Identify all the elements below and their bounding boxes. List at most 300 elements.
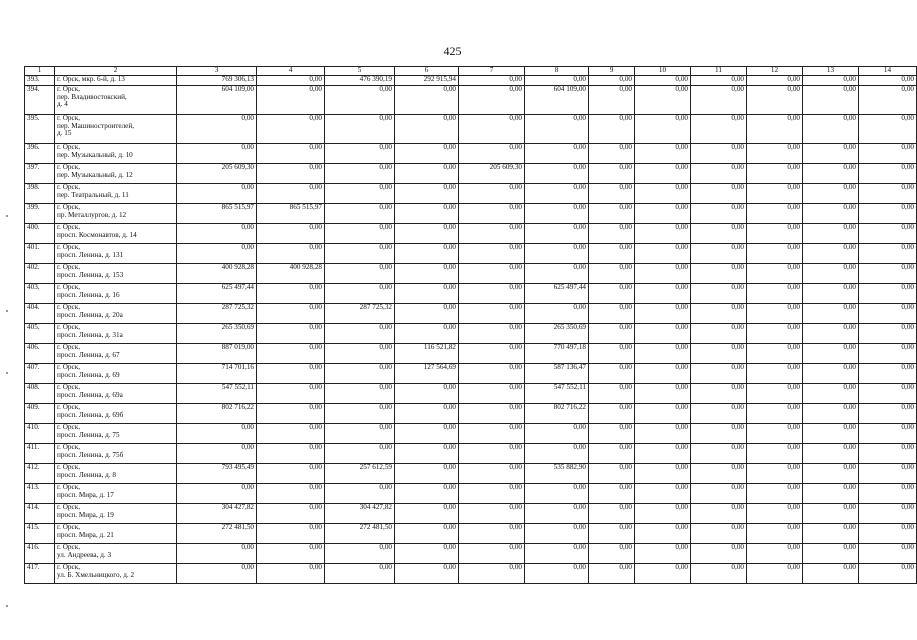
amount-cell: 0,00 bbox=[459, 444, 525, 464]
amount-cell: 0,00 bbox=[525, 304, 589, 324]
row-number: 397. bbox=[25, 164, 55, 184]
amount-cell: 0,00 bbox=[635, 244, 691, 264]
address-cell bbox=[55, 244, 177, 264]
amount-cell: 205 609,30 bbox=[177, 164, 257, 184]
amount-cell: 0,00 bbox=[395, 464, 459, 484]
table-row bbox=[25, 115, 917, 144]
amount-cell: 0,00 bbox=[257, 304, 325, 324]
address-line: просп. Ленина, д. 75 bbox=[57, 430, 120, 439]
amount-cell: 0,00 bbox=[395, 484, 459, 504]
amount-cell: 0,00 bbox=[747, 364, 803, 384]
amount-cell: 0,00 bbox=[525, 484, 589, 504]
address-cell bbox=[55, 224, 177, 244]
amount-cell: 0,00 bbox=[459, 144, 525, 164]
amount-cell: 0,00 bbox=[803, 115, 859, 144]
address-line: просп. Ленина, д. 75б bbox=[57, 450, 124, 459]
address-line: г. Орск, bbox=[57, 203, 80, 211]
address-cell bbox=[55, 144, 177, 164]
amount-cell: 0,00 bbox=[325, 164, 395, 184]
address-line: г. Орск, bbox=[57, 85, 80, 93]
amount-cell: 0,00 bbox=[635, 364, 691, 384]
data-table bbox=[24, 66, 917, 584]
amount-cell: 0,00 bbox=[803, 304, 859, 324]
amount-cell: 0,00 bbox=[747, 204, 803, 224]
table-row bbox=[25, 304, 917, 324]
amount-cell: 0,00 bbox=[257, 504, 325, 524]
row-number: 405. bbox=[25, 324, 55, 344]
address-cell bbox=[55, 324, 177, 344]
amount-cell: 0,00 bbox=[459, 544, 525, 564]
amount-cell: 0,00 bbox=[525, 164, 589, 184]
amount-cell: 587 136,47 bbox=[525, 364, 589, 384]
amount-cell: 0,00 bbox=[325, 444, 395, 464]
table-row bbox=[25, 76, 917, 86]
amount-cell: 0,00 bbox=[691, 444, 747, 464]
amount-cell: 0,00 bbox=[395, 264, 459, 284]
amount-cell: 205 609,30 bbox=[459, 164, 525, 184]
amount-cell: 0,00 bbox=[859, 544, 917, 564]
amount-cell: 0,00 bbox=[803, 524, 859, 544]
address-line: просп. Ленина, д. 69 bbox=[57, 370, 120, 379]
address-line: просп. Ленина, д. 8 bbox=[57, 470, 117, 479]
amount-cell: 304 427,82 bbox=[177, 504, 257, 524]
row-number: 409. bbox=[25, 404, 55, 424]
column-header: 11 bbox=[691, 67, 747, 76]
table-row bbox=[25, 224, 917, 244]
margin-mark bbox=[6, 215, 8, 217]
amount-cell: 0,00 bbox=[747, 304, 803, 324]
amount-cell: 0,00 bbox=[257, 224, 325, 244]
amount-cell: 0,00 bbox=[395, 115, 459, 144]
address-line: просп. Ленина, д. 69а bbox=[57, 390, 123, 399]
amount-cell: 0,00 bbox=[525, 264, 589, 284]
amount-cell: 0,00 bbox=[691, 284, 747, 304]
amount-cell: 0,00 bbox=[325, 384, 395, 404]
amount-cell: 0,00 bbox=[395, 304, 459, 324]
amount-cell: 0,00 bbox=[325, 115, 395, 144]
column-header: 7 bbox=[459, 67, 525, 76]
amount-cell: 0,00 bbox=[459, 304, 525, 324]
amount-cell: 0,00 bbox=[691, 464, 747, 484]
column-header: 13 bbox=[803, 67, 859, 76]
margin-mark bbox=[6, 310, 8, 312]
amount-cell: 0,00 bbox=[691, 484, 747, 504]
amount-cell: 0,00 bbox=[589, 424, 635, 444]
amount-cell: 0,00 bbox=[525, 444, 589, 464]
amount-cell: 0,00 bbox=[395, 424, 459, 444]
amount-cell: 0,00 bbox=[589, 284, 635, 304]
amount-cell: 0,00 bbox=[859, 484, 917, 504]
row-number: 407. bbox=[25, 364, 55, 384]
address-cell bbox=[55, 484, 177, 504]
amount-cell: 0,00 bbox=[459, 504, 525, 524]
amount-cell: 0,00 bbox=[525, 144, 589, 164]
table-row bbox=[25, 144, 917, 164]
address-cell bbox=[55, 204, 177, 224]
table-row bbox=[25, 464, 917, 484]
amount-cell: 0,00 bbox=[257, 144, 325, 164]
row-number: 394. bbox=[25, 86, 55, 115]
amount-cell: 0,00 bbox=[691, 264, 747, 284]
address-line: просп. Мира, д. 21 bbox=[57, 530, 114, 539]
row-number: 395. bbox=[25, 115, 55, 144]
amount-cell: 0,00 bbox=[589, 86, 635, 115]
amount-cell: 0,00 bbox=[691, 544, 747, 564]
table-row bbox=[25, 384, 917, 404]
amount-cell: 0,00 bbox=[859, 324, 917, 344]
table-row bbox=[25, 444, 917, 464]
amount-cell: 0,00 bbox=[257, 424, 325, 444]
table-row bbox=[25, 564, 917, 584]
amount-cell: 0,00 bbox=[635, 76, 691, 86]
amount-cell: 0,00 bbox=[459, 324, 525, 344]
amount-cell: 0,00 bbox=[803, 224, 859, 244]
amount-cell: 0,00 bbox=[257, 524, 325, 544]
row-number: 402. bbox=[25, 264, 55, 284]
amount-cell: 0,00 bbox=[459, 115, 525, 144]
address-line: г. Орск, bbox=[57, 483, 80, 491]
amount-cell: 0,00 bbox=[395, 444, 459, 464]
address-line: г. Орск, bbox=[57, 343, 80, 351]
amount-cell: 0,00 bbox=[459, 344, 525, 364]
row-number: 411. bbox=[25, 444, 55, 464]
amount-cell: 0,00 bbox=[747, 464, 803, 484]
amount-cell: 0,00 bbox=[325, 324, 395, 344]
amount-cell: 0,00 bbox=[525, 224, 589, 244]
amount-cell: 0,00 bbox=[589, 115, 635, 144]
amount-cell: 0,00 bbox=[257, 244, 325, 264]
address-line: просп. Ленина, д. 131 bbox=[57, 250, 124, 259]
amount-cell: 0,00 bbox=[803, 184, 859, 204]
amount-cell: 0,00 bbox=[803, 144, 859, 164]
amount-cell: 127 564,69 bbox=[395, 364, 459, 384]
amount-cell: 0,00 bbox=[635, 184, 691, 204]
amount-cell: 0,00 bbox=[803, 504, 859, 524]
amount-cell: 0,00 bbox=[635, 524, 691, 544]
amount-cell: 0,00 bbox=[325, 564, 395, 584]
amount-cell: 0,00 bbox=[589, 144, 635, 164]
address-cell bbox=[55, 264, 177, 284]
amount-cell: 535 882,90 bbox=[525, 464, 589, 484]
address-cell bbox=[55, 384, 177, 404]
amount-cell: 0,00 bbox=[589, 484, 635, 504]
amount-cell: 0,00 bbox=[589, 524, 635, 544]
amount-cell: 0,00 bbox=[325, 364, 395, 384]
amount-cell: 0,00 bbox=[859, 464, 917, 484]
amount-cell: 0,00 bbox=[691, 244, 747, 264]
amount-cell: 0,00 bbox=[747, 484, 803, 504]
amount-cell: 0,00 bbox=[459, 284, 525, 304]
amount-cell: 0,00 bbox=[395, 544, 459, 564]
amount-cell: 0,00 bbox=[635, 504, 691, 524]
amount-cell: 0,00 bbox=[635, 224, 691, 244]
amount-cell: 0,00 bbox=[589, 204, 635, 224]
amount-cell: 272 481,50 bbox=[325, 524, 395, 544]
address-line: г. Орск, bbox=[57, 163, 80, 171]
amount-cell: 265 350,69 bbox=[525, 324, 589, 344]
amount-cell: 0,00 bbox=[257, 444, 325, 464]
amount-cell: 0,00 bbox=[257, 404, 325, 424]
address-line: г. Орск, bbox=[57, 223, 80, 231]
amount-cell: 0,00 bbox=[747, 244, 803, 264]
amount-cell: 604 109,00 bbox=[525, 86, 589, 115]
address-cell bbox=[55, 444, 177, 464]
amount-cell: 0,00 bbox=[635, 115, 691, 144]
amount-cell: 802 716,22 bbox=[525, 404, 589, 424]
table-row bbox=[25, 86, 917, 115]
amount-cell: 0,00 bbox=[803, 344, 859, 364]
row-number: 410. bbox=[25, 424, 55, 444]
column-header-row bbox=[25, 67, 917, 76]
amount-cell: 0,00 bbox=[525, 504, 589, 524]
amount-cell: 0,00 bbox=[747, 344, 803, 364]
table-row bbox=[25, 344, 917, 364]
amount-cell: 0,00 bbox=[859, 304, 917, 324]
amount-cell: 0,00 bbox=[635, 384, 691, 404]
amount-cell: 793 495,49 bbox=[177, 464, 257, 484]
address-line: г. Орск, bbox=[57, 443, 80, 451]
amount-cell: 0,00 bbox=[747, 564, 803, 584]
row-number: 406. bbox=[25, 344, 55, 364]
amount-cell: 287 725,32 bbox=[177, 304, 257, 324]
amount-cell: 0,00 bbox=[589, 324, 635, 344]
amount-cell: 304 427,82 bbox=[325, 504, 395, 524]
amount-cell: 0,00 bbox=[395, 184, 459, 204]
address-line: г. Орск, bbox=[57, 323, 80, 331]
amount-cell: 0,00 bbox=[803, 86, 859, 115]
amount-cell: 0,00 bbox=[459, 224, 525, 244]
amount-cell: 0,00 bbox=[747, 544, 803, 564]
amount-cell: 625 497,44 bbox=[525, 284, 589, 304]
amount-cell: 0,00 bbox=[395, 244, 459, 264]
address-line: г. Орск, bbox=[57, 283, 80, 291]
amount-cell: 0,00 bbox=[589, 224, 635, 244]
address-line: г. Орск, bbox=[57, 563, 80, 571]
address-line: д. 4 bbox=[57, 100, 68, 109]
amount-cell: 0,00 bbox=[395, 384, 459, 404]
amount-cell: 0,00 bbox=[325, 204, 395, 224]
amount-cell: 0,00 bbox=[459, 564, 525, 584]
amount-cell: 0,00 bbox=[257, 464, 325, 484]
table-row bbox=[25, 364, 917, 384]
amount-cell: 0,00 bbox=[859, 164, 917, 184]
amount-cell: 0,00 bbox=[525, 244, 589, 264]
amount-cell: 0,00 bbox=[635, 264, 691, 284]
row-number: 414. bbox=[25, 504, 55, 524]
column-header: 5 bbox=[325, 67, 395, 76]
address-line: просп. Ленина, д. 16 bbox=[57, 290, 120, 299]
amount-cell: 0,00 bbox=[325, 484, 395, 504]
row-number: 417. bbox=[25, 564, 55, 584]
amount-cell: 0,00 bbox=[803, 564, 859, 584]
address-line: г. Орск, bbox=[57, 543, 80, 551]
amount-cell: 0,00 bbox=[803, 284, 859, 304]
amount-cell: 0,00 bbox=[177, 144, 257, 164]
amount-cell: 0,00 bbox=[589, 404, 635, 424]
amount-cell: 0,00 bbox=[257, 564, 325, 584]
address-line: г. Орск, bbox=[57, 463, 80, 471]
amount-cell: 0,00 bbox=[257, 184, 325, 204]
amount-cell: 770 497,18 bbox=[525, 344, 589, 364]
amount-cell: 0,00 bbox=[691, 164, 747, 184]
amount-cell: 0,00 bbox=[459, 384, 525, 404]
table-row bbox=[25, 484, 917, 504]
table-row bbox=[25, 404, 917, 424]
amount-cell: 0,00 bbox=[803, 164, 859, 184]
address-cell bbox=[55, 564, 177, 584]
amount-cell: 0,00 bbox=[459, 364, 525, 384]
amount-cell: 0,00 bbox=[859, 86, 917, 115]
address-line: просп. Мира, д. 19 bbox=[57, 510, 114, 519]
table-row bbox=[25, 504, 917, 524]
amount-cell: 0,00 bbox=[747, 76, 803, 86]
row-number: 398. bbox=[25, 184, 55, 204]
amount-cell: 0,00 bbox=[177, 184, 257, 204]
amount-cell: 0,00 bbox=[691, 204, 747, 224]
table-row bbox=[25, 184, 917, 204]
table-row bbox=[25, 164, 917, 184]
amount-cell: 0,00 bbox=[325, 404, 395, 424]
address-cell bbox=[55, 115, 177, 144]
amount-cell: 0,00 bbox=[177, 444, 257, 464]
amount-cell: 0,00 bbox=[589, 464, 635, 484]
amount-cell: 400 928,28 bbox=[177, 264, 257, 284]
amount-cell: 0,00 bbox=[589, 364, 635, 384]
row-number: 400. bbox=[25, 224, 55, 244]
amount-cell: 0,00 bbox=[257, 364, 325, 384]
table-row bbox=[25, 244, 917, 264]
address-line: г. Орск, bbox=[57, 263, 80, 271]
address-line: просп. Ленина, д. 20а bbox=[57, 310, 123, 319]
address-cell bbox=[55, 284, 177, 304]
column-header: 1 bbox=[25, 67, 55, 76]
amount-cell: 0,00 bbox=[691, 324, 747, 344]
amount-cell: 0,00 bbox=[177, 544, 257, 564]
amount-cell: 0,00 bbox=[747, 164, 803, 184]
amount-cell: 0,00 bbox=[177, 115, 257, 144]
amount-cell: 865 515,97 bbox=[257, 204, 325, 224]
amount-cell: 0,00 bbox=[635, 444, 691, 464]
amount-cell: 0,00 bbox=[747, 424, 803, 444]
row-number: 401. bbox=[25, 244, 55, 264]
address-cell bbox=[55, 364, 177, 384]
amount-cell: 0,00 bbox=[459, 424, 525, 444]
amount-cell: 0,00 bbox=[589, 244, 635, 264]
amount-cell: 0,00 bbox=[635, 204, 691, 224]
amount-cell: 0,00 bbox=[525, 544, 589, 564]
amount-cell: 0,00 bbox=[395, 164, 459, 184]
amount-cell: 0,00 bbox=[859, 524, 917, 544]
amount-cell: 0,00 bbox=[635, 324, 691, 344]
address-line: ул. Андреева, д. 3 bbox=[57, 550, 112, 559]
amount-cell: 0,00 bbox=[859, 184, 917, 204]
address-line: пер. Владивостокский, bbox=[57, 92, 127, 101]
amount-cell: 0,00 bbox=[859, 384, 917, 404]
amount-cell: 0,00 bbox=[691, 364, 747, 384]
amount-cell: 0,00 bbox=[635, 544, 691, 564]
amount-cell: 0,00 bbox=[691, 86, 747, 115]
amount-cell: 272 481,50 bbox=[177, 524, 257, 544]
amount-cell: 0,00 bbox=[325, 244, 395, 264]
address-cell bbox=[55, 544, 177, 564]
column-header: 8 bbox=[525, 67, 589, 76]
amount-cell: 0,00 bbox=[635, 164, 691, 184]
amount-cell: 0,00 bbox=[525, 204, 589, 224]
amount-cell: 0,00 bbox=[459, 244, 525, 264]
address-line: г. Орск, bbox=[57, 183, 80, 191]
amount-cell: 0,00 bbox=[691, 344, 747, 364]
address-line: пер. Машиностроителей, bbox=[57, 121, 135, 130]
address-line: просп. Космонавтов, д. 14 bbox=[57, 230, 137, 239]
address-cell bbox=[55, 344, 177, 364]
amount-cell: 0,00 bbox=[459, 204, 525, 224]
amount-cell: 0,00 bbox=[691, 424, 747, 444]
amount-cell: 0,00 bbox=[589, 184, 635, 204]
amount-cell: 0,00 bbox=[691, 564, 747, 584]
amount-cell: 0,00 bbox=[589, 544, 635, 564]
address-line: г. Орск, bbox=[57, 363, 80, 371]
address-cell bbox=[55, 524, 177, 544]
address-cell bbox=[55, 184, 177, 204]
amount-cell: 0,00 bbox=[747, 404, 803, 424]
amount-cell: 0,00 bbox=[395, 224, 459, 244]
address-line: д. 15 bbox=[57, 129, 72, 138]
amount-cell: 0,00 bbox=[859, 264, 917, 284]
amount-cell: 0,00 bbox=[257, 86, 325, 115]
amount-cell: 0,00 bbox=[395, 284, 459, 304]
row-number: 393. bbox=[25, 76, 55, 86]
address-line: просп. Ленина, д. 69б bbox=[57, 410, 124, 419]
address-line: просп. Ленина, д. 153 bbox=[57, 270, 124, 279]
amount-cell: 400 928,28 bbox=[257, 264, 325, 284]
amount-cell: 802 716,22 bbox=[177, 404, 257, 424]
address-cell bbox=[55, 404, 177, 424]
amount-cell: 0,00 bbox=[635, 284, 691, 304]
amount-cell: 0,00 bbox=[257, 344, 325, 364]
address-line: г. Орск, bbox=[57, 523, 80, 531]
amount-cell: 0,00 bbox=[691, 384, 747, 404]
amount-cell: 0,00 bbox=[635, 484, 691, 504]
amount-cell: 0,00 bbox=[589, 304, 635, 324]
amount-cell: 0,00 bbox=[747, 264, 803, 284]
amount-cell: 0,00 bbox=[803, 264, 859, 284]
amount-cell: 0,00 bbox=[589, 344, 635, 364]
address-line: пер. Музыкальный, д. 10 bbox=[57, 150, 133, 159]
amount-cell: 257 612,59 bbox=[325, 464, 395, 484]
amount-cell: 0,00 bbox=[325, 264, 395, 284]
amount-cell: 265 350,69 bbox=[177, 324, 257, 344]
amount-cell: 0,00 bbox=[803, 364, 859, 384]
amount-cell: 0,00 bbox=[747, 284, 803, 304]
amount-cell: 0,00 bbox=[803, 76, 859, 86]
amount-cell: 0,00 bbox=[803, 244, 859, 264]
amount-cell: 0,00 bbox=[525, 115, 589, 144]
amount-cell: 0,00 bbox=[747, 224, 803, 244]
amount-cell: 0,00 bbox=[747, 384, 803, 404]
address-line: пр. Металлургов, д. 12 bbox=[57, 210, 127, 219]
amount-cell: 0,00 bbox=[395, 324, 459, 344]
address-cell bbox=[55, 76, 177, 86]
amount-cell: 0,00 bbox=[803, 484, 859, 504]
amount-cell: 0,00 bbox=[459, 464, 525, 484]
table-row bbox=[25, 264, 917, 284]
table-row bbox=[25, 424, 917, 444]
amount-cell: 0,00 bbox=[859, 504, 917, 524]
amount-cell: 0,00 bbox=[257, 115, 325, 144]
column-header: 4 bbox=[257, 67, 325, 76]
amount-cell: 0,00 bbox=[691, 504, 747, 524]
column-header: 9 bbox=[589, 67, 635, 76]
